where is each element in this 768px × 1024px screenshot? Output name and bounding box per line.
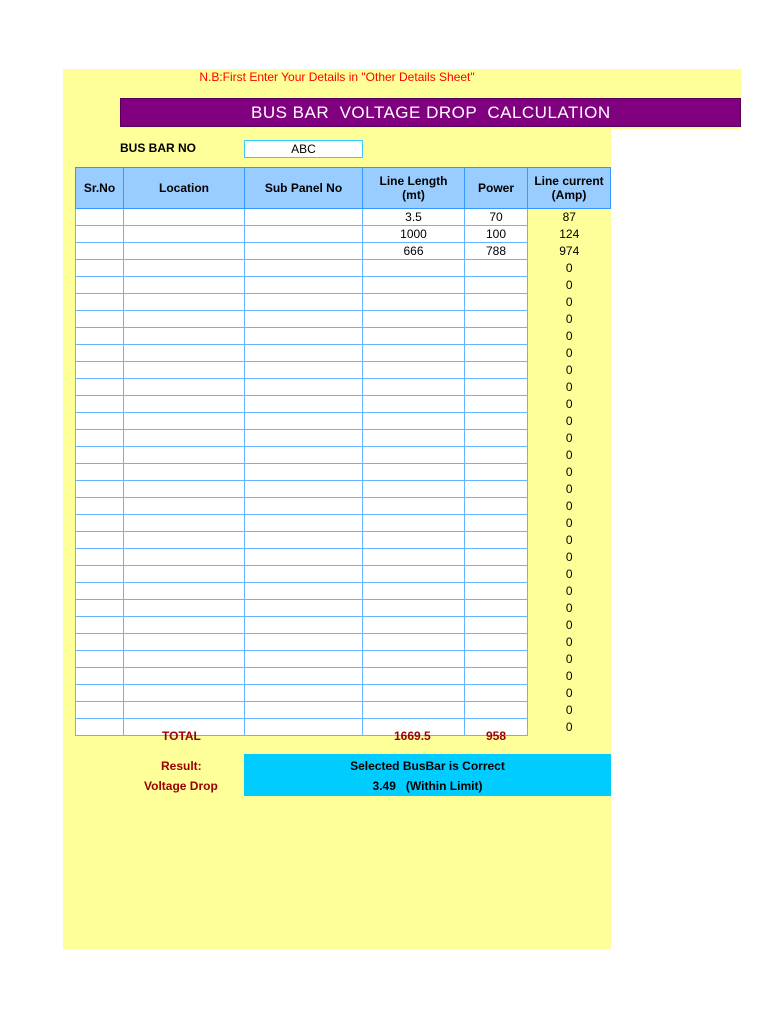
- cell-sub-panel-no[interactable]: [245, 566, 363, 583]
- cell-power[interactable]: [465, 396, 528, 413]
- cell-line-current: 0: [528, 294, 611, 311]
- cell-location[interactable]: [124, 668, 245, 685]
- cell-line-length[interactable]: [363, 583, 465, 600]
- cell-power[interactable]: [465, 294, 528, 311]
- cell-sub-panel-no[interactable]: [245, 685, 363, 702]
- cell-location[interactable]: [124, 549, 245, 566]
- cell-srno[interactable]: [76, 617, 124, 634]
- cell-power[interactable]: [465, 651, 528, 668]
- cell-location[interactable]: [124, 362, 245, 379]
- cell-line-current: 0: [528, 549, 611, 566]
- result-text: Selected BusBar is Correct: [350, 759, 505, 773]
- table-row: [76, 498, 611, 515]
- cell-location[interactable]: [124, 617, 245, 634]
- table-row: [76, 413, 611, 430]
- cell-line-length[interactable]: [363, 634, 465, 651]
- cell-line-current: 0: [528, 430, 611, 447]
- col-header-sub-panel-no: Sub Panel No: [245, 168, 363, 209]
- cell-line-length[interactable]: [363, 345, 465, 362]
- table-row: [76, 600, 611, 617]
- cell-location[interactable]: [124, 498, 245, 515]
- cell-line-length[interactable]: [363, 532, 465, 549]
- cell-location[interactable]: [124, 651, 245, 668]
- cell-srno[interactable]: [76, 345, 124, 362]
- cell-line-length[interactable]: [363, 566, 465, 583]
- cell-power[interactable]: [465, 464, 528, 481]
- cell-line-current: 0: [528, 362, 611, 379]
- cell-line-current: 0: [528, 396, 611, 413]
- cell-location[interactable]: [124, 702, 245, 719]
- cell-srno[interactable]: [76, 430, 124, 447]
- cell-location[interactable]: [124, 515, 245, 532]
- table-row: [76, 549, 611, 566]
- cell-line-length[interactable]: [363, 515, 465, 532]
- result-label: Result:: [161, 759, 202, 773]
- cell-line-current: 974: [528, 243, 611, 260]
- cell-sub-panel-no[interactable]: [245, 447, 363, 464]
- col-header-location: Location: [124, 168, 245, 209]
- table-row: [76, 362, 611, 379]
- table-row: [76, 243, 611, 260]
- cell-line-length[interactable]: [363, 702, 465, 719]
- cell-line-current: 0: [528, 651, 611, 668]
- busbar-no-label: BUS BAR NO: [120, 141, 197, 155]
- cell-sub-panel-no[interactable]: [245, 430, 363, 447]
- cell-line-length[interactable]: 1000: [363, 226, 465, 243]
- cell-line-current: 0: [528, 498, 611, 515]
- cell-location[interactable]: [124, 277, 245, 294]
- cell-line-current: 0: [528, 515, 611, 532]
- cell-line-length[interactable]: 666: [363, 243, 465, 260]
- cell-location[interactable]: [124, 311, 245, 328]
- cell-sub-panel-no[interactable]: [245, 515, 363, 532]
- cell-power[interactable]: [465, 600, 528, 617]
- cell-srno[interactable]: [76, 362, 124, 379]
- cell-line-length[interactable]: [363, 600, 465, 617]
- cell-sub-panel-no[interactable]: [245, 549, 363, 566]
- cell-sub-panel-no[interactable]: [245, 668, 363, 685]
- cell-sub-panel-no[interactable]: [245, 311, 363, 328]
- voltage-drop-label: Voltage Drop: [144, 779, 218, 793]
- cell-power[interactable]: [465, 277, 528, 294]
- cell-power[interactable]: 100: [465, 226, 528, 243]
- cell-sub-panel-no[interactable]: [245, 719, 363, 736]
- table-row: [76, 464, 611, 481]
- cell-location[interactable]: [124, 396, 245, 413]
- cell-sub-panel-no[interactable]: [245, 481, 363, 498]
- table-row: [76, 702, 611, 719]
- cell-sub-panel-no[interactable]: [245, 498, 363, 515]
- cell-line-current: 0: [528, 464, 611, 481]
- cell-power[interactable]: [465, 583, 528, 600]
- table-row: [76, 447, 611, 464]
- table-row: [76, 260, 611, 277]
- cell-sub-panel-no[interactable]: [245, 345, 363, 362]
- cell-power[interactable]: [465, 328, 528, 345]
- cell-srno[interactable]: [76, 532, 124, 549]
- cell-srno[interactable]: [76, 549, 124, 566]
- cell-location[interactable]: [124, 209, 245, 226]
- cell-line-current: 0: [528, 277, 611, 294]
- cell-line-current: 0: [528, 481, 611, 498]
- cell-line-length[interactable]: [363, 294, 465, 311]
- cell-srno[interactable]: [76, 328, 124, 345]
- total-power: 958: [486, 729, 507, 743]
- cell-power[interactable]: [465, 532, 528, 549]
- cell-line-current: 0: [528, 447, 611, 464]
- cell-srno[interactable]: [76, 719, 124, 736]
- table-row: [76, 617, 611, 634]
- cell-line-length[interactable]: [363, 685, 465, 702]
- cell-sub-panel-no[interactable]: [245, 396, 363, 413]
- cell-line-current: 0: [528, 600, 611, 617]
- cell-power[interactable]: [465, 515, 528, 532]
- cell-power[interactable]: [465, 345, 528, 362]
- cell-srno[interactable]: [76, 702, 124, 719]
- cell-power[interactable]: [465, 413, 528, 430]
- table-row: [76, 345, 611, 362]
- cell-srno[interactable]: [76, 668, 124, 685]
- cell-line-length[interactable]: [363, 362, 465, 379]
- cell-location[interactable]: [124, 328, 245, 345]
- cell-line-current: 0: [528, 583, 611, 600]
- cell-sub-panel-no[interactable]: [245, 617, 363, 634]
- total-label: TOTAL: [162, 729, 201, 743]
- cell-line-current: 0: [528, 668, 611, 685]
- table-row: [76, 481, 611, 498]
- cell-line-length[interactable]: [363, 651, 465, 668]
- cell-power[interactable]: [465, 311, 528, 328]
- cell-power[interactable]: [465, 634, 528, 651]
- table-row: [76, 430, 611, 447]
- table-row: [76, 515, 611, 532]
- cell-srno[interactable]: [76, 600, 124, 617]
- cell-srno[interactable]: [76, 260, 124, 277]
- instruction-note: N.B:First Enter Your Details in "Other Details Sheet": [199, 70, 475, 84]
- table-row: [76, 719, 611, 736]
- cell-srno[interactable]: [76, 464, 124, 481]
- table-row: [76, 396, 611, 413]
- cell-location[interactable]: [124, 294, 245, 311]
- cell-srno[interactable]: [76, 634, 124, 651]
- cell-location[interactable]: [124, 413, 245, 430]
- cell-line-current: 0: [528, 702, 611, 719]
- cell-line-current: 0: [528, 379, 611, 396]
- cell-line-current: 0: [528, 328, 611, 345]
- cell-sub-panel-no[interactable]: [245, 379, 363, 396]
- cell-line-length[interactable]: [363, 328, 465, 345]
- cell-sub-panel-no[interactable]: [245, 226, 363, 243]
- cell-sub-panel-no[interactable]: [245, 702, 363, 719]
- cell-line-current: 0: [528, 311, 611, 328]
- cell-srno[interactable]: [76, 396, 124, 413]
- cell-srno[interactable]: [76, 685, 124, 702]
- col-header-line-length: Line Length (mt): [363, 168, 465, 209]
- cell-line-length[interactable]: 3.5: [363, 209, 465, 226]
- table-row: [76, 209, 611, 226]
- cell-sub-panel-no[interactable]: [245, 634, 363, 651]
- cell-location[interactable]: [124, 566, 245, 583]
- busbar-no-input[interactable]: ABC: [244, 140, 363, 158]
- cell-power[interactable]: [465, 566, 528, 583]
- cell-power[interactable]: [465, 362, 528, 379]
- table-row: [76, 634, 611, 651]
- cell-line-length[interactable]: [363, 277, 465, 294]
- cell-srno[interactable]: [76, 583, 124, 600]
- total-line-length: 1669.5: [394, 729, 431, 743]
- cell-location[interactable]: [124, 345, 245, 362]
- cell-sub-panel-no[interactable]: [245, 362, 363, 379]
- cell-srno[interactable]: [76, 294, 124, 311]
- cell-location[interactable]: [124, 481, 245, 498]
- cell-location[interactable]: [124, 447, 245, 464]
- cell-srno[interactable]: [76, 277, 124, 294]
- cell-location[interactable]: [124, 243, 245, 260]
- cell-power[interactable]: [465, 702, 528, 719]
- table-row: [76, 294, 611, 311]
- cell-srno[interactable]: [76, 379, 124, 396]
- table-header-row: [76, 168, 611, 209]
- cell-line-length[interactable]: [363, 498, 465, 515]
- cell-line-current: 124: [528, 226, 611, 243]
- cell-sub-panel-no[interactable]: [245, 464, 363, 481]
- cell-line-length[interactable]: [363, 260, 465, 277]
- cell-power[interactable]: [465, 549, 528, 566]
- table-row: [76, 685, 611, 702]
- table-row: [76, 566, 611, 583]
- cell-power[interactable]: [465, 447, 528, 464]
- cell-srno[interactable]: [76, 209, 124, 226]
- cell-srno[interactable]: [76, 498, 124, 515]
- cell-srno[interactable]: [76, 447, 124, 464]
- cell-power[interactable]: [465, 379, 528, 396]
- cell-srno[interactable]: [76, 481, 124, 498]
- cell-line-current: 0: [528, 345, 611, 362]
- cell-line-length[interactable]: [363, 430, 465, 447]
- cell-sub-panel-no[interactable]: [245, 651, 363, 668]
- table-row: [76, 226, 611, 243]
- cell-srno[interactable]: [76, 515, 124, 532]
- cell-sub-panel-no[interactable]: [245, 277, 363, 294]
- table-row: [76, 651, 611, 668]
- cell-line-length[interactable]: [363, 413, 465, 430]
- cell-line-current: 0: [528, 634, 611, 651]
- col-header-line-current: Line current (Amp): [528, 168, 611, 209]
- table-row: [76, 668, 611, 685]
- cell-line-length[interactable]: [363, 311, 465, 328]
- cell-line-length[interactable]: [363, 396, 465, 413]
- cell-line-length[interactable]: [363, 379, 465, 396]
- table-row: [76, 532, 611, 549]
- cell-srno[interactable]: [76, 226, 124, 243]
- cell-power[interactable]: 788: [465, 243, 528, 260]
- cell-location[interactable]: [124, 532, 245, 549]
- cell-srno[interactable]: [76, 311, 124, 328]
- cell-power[interactable]: [465, 260, 528, 277]
- table-row: [76, 328, 611, 345]
- cell-line-current: 0: [528, 617, 611, 634]
- cell-power[interactable]: [465, 617, 528, 634]
- cell-power[interactable]: [465, 685, 528, 702]
- cell-line-current: 0: [528, 566, 611, 583]
- cell-location[interactable]: [124, 430, 245, 447]
- cell-line-current: 0: [528, 685, 611, 702]
- cell-line-current: 0: [528, 719, 611, 736]
- cell-line-length[interactable]: [363, 464, 465, 481]
- cell-line-current: 0: [528, 413, 611, 430]
- cell-sub-panel-no[interactable]: [245, 243, 363, 260]
- cell-location[interactable]: [124, 634, 245, 651]
- page-title: BUS BAR VOLTAGE DROP CALCULATION: [251, 103, 611, 122]
- cell-location[interactable]: [124, 379, 245, 396]
- col-header-power: Power: [465, 168, 528, 209]
- cell-line-length[interactable]: [363, 617, 465, 634]
- table-row: [76, 311, 611, 328]
- cell-power[interactable]: [465, 498, 528, 515]
- cell-line-length[interactable]: [363, 447, 465, 464]
- cell-line-current: 87: [528, 209, 611, 226]
- cell-location[interactable]: [124, 685, 245, 702]
- cell-location[interactable]: [124, 226, 245, 243]
- cell-srno[interactable]: [76, 566, 124, 583]
- cell-line-current: 0: [528, 532, 611, 549]
- cell-sub-panel-no[interactable]: [245, 294, 363, 311]
- cell-line-length[interactable]: [363, 668, 465, 685]
- cell-location[interactable]: [124, 260, 245, 277]
- cell-sub-panel-no[interactable]: [245, 583, 363, 600]
- table-row: [76, 379, 611, 396]
- cell-power[interactable]: [465, 481, 528, 498]
- table-row: [76, 277, 611, 294]
- cell-srno[interactable]: [76, 651, 124, 668]
- cell-sub-panel-no[interactable]: [245, 532, 363, 549]
- cell-line-current: 0: [528, 260, 611, 277]
- voltage-drop-value: 3.49 (Within Limit): [372, 779, 483, 793]
- calculation-table: [75, 167, 611, 736]
- cell-location[interactable]: [124, 464, 245, 481]
- cell-location[interactable]: [124, 583, 245, 600]
- cell-power[interactable]: [465, 668, 528, 685]
- cell-power[interactable]: 70: [465, 209, 528, 226]
- cell-sub-panel-no[interactable]: [245, 209, 363, 226]
- cell-sub-panel-no[interactable]: [245, 260, 363, 277]
- cell-line-length[interactable]: [363, 481, 465, 498]
- cell-sub-panel-no[interactable]: [245, 413, 363, 430]
- cell-srno[interactable]: [76, 413, 124, 430]
- cell-sub-panel-no[interactable]: [245, 328, 363, 345]
- col-header-srno: Sr.No: [76, 168, 124, 209]
- cell-location[interactable]: [124, 600, 245, 617]
- cell-line-length[interactable]: [363, 549, 465, 566]
- cell-sub-panel-no[interactable]: [245, 600, 363, 617]
- table-row: [76, 583, 611, 600]
- cell-srno[interactable]: [76, 243, 124, 260]
- cell-power[interactable]: [465, 430, 528, 447]
